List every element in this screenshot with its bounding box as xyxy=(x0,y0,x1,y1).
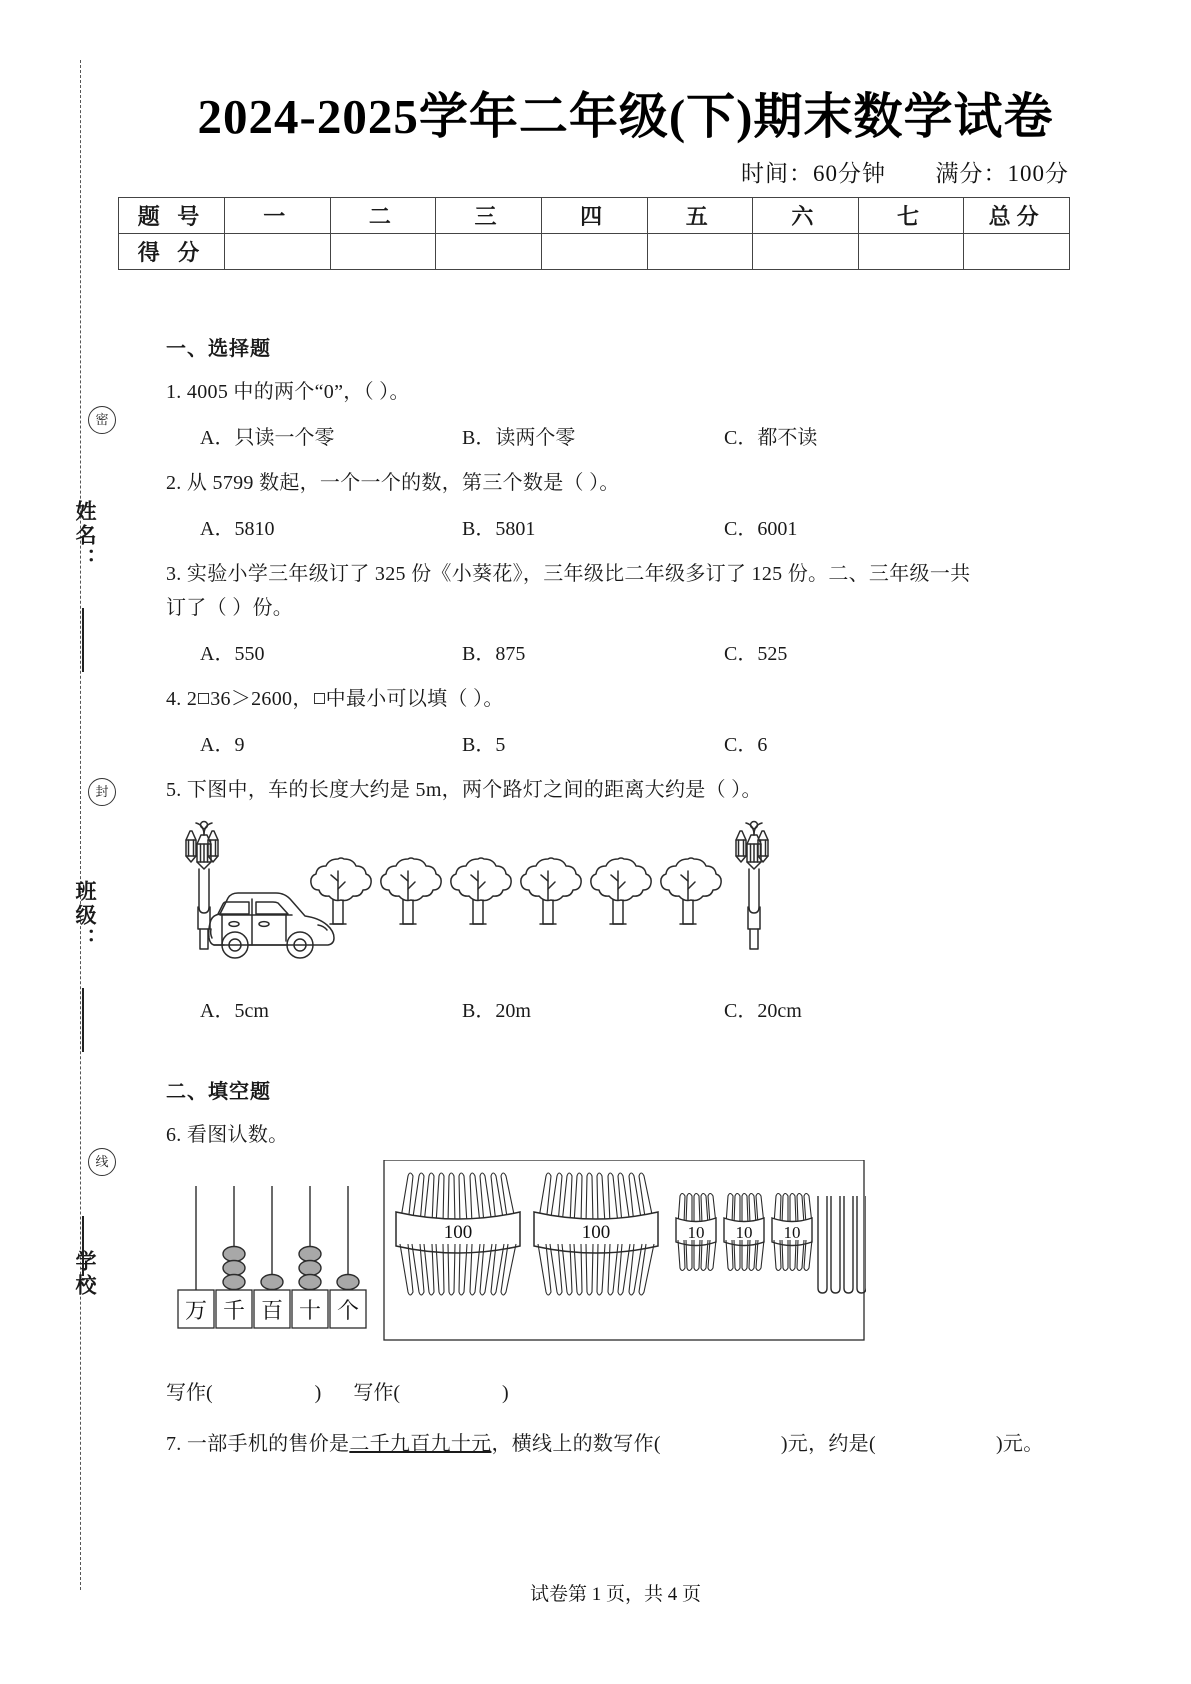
question-1-options xyxy=(166,421,1046,450)
question-4-text-post: 中最小可以填（ ）。 xyxy=(325,688,504,710)
exam-time: 时间：60分钟 xyxy=(741,161,886,186)
seal-label-school: 学校 xyxy=(73,1250,97,1298)
tree-6 xyxy=(661,858,721,924)
question-7-text-d: )元。 xyxy=(995,1433,1044,1455)
bundle-label-100: 100 xyxy=(581,1222,611,1243)
blank-box-icon-2 xyxy=(314,693,325,704)
question-3-text: 实验小学三年级订了 325 份《小葵花》，三年级比二年级多订了 125 份。二、三年级一共 xyxy=(186,563,971,585)
bead xyxy=(223,1247,245,1262)
question-6-write-close-2: ) xyxy=(502,1382,509,1404)
question-5-number: 5. xyxy=(166,779,182,801)
bundle-label-10: 10 xyxy=(783,1223,801,1242)
abacus-and-bundles-svg xyxy=(166,1160,866,1365)
question-6-text: 看图认数。 xyxy=(186,1124,289,1146)
score-cell-4[interactable] xyxy=(541,234,647,270)
abacus-label-ge: 个 xyxy=(336,1298,360,1323)
score-table-q7: 七 xyxy=(858,198,964,234)
score-cell-2[interactable] xyxy=(330,234,436,270)
tree-5 xyxy=(591,858,651,924)
score-cell-total[interactable] xyxy=(964,234,1070,270)
street-scene-svg xyxy=(166,815,806,990)
question-3-option-a[interactable]: A．550 xyxy=(200,643,265,665)
question-3-number: 3. xyxy=(166,563,182,585)
bead xyxy=(223,1261,245,1276)
score-table-q3: 三 xyxy=(436,198,542,234)
question-1-option-a[interactable]: A．只读一个零 xyxy=(200,427,335,449)
page-footer: 试卷第 1 页，共 4 页 xyxy=(529,1584,701,1605)
seal-char-mi: 密 xyxy=(88,406,116,434)
question-1-option-b[interactable]: B．读两个零 xyxy=(462,427,576,449)
bead xyxy=(337,1275,359,1290)
bead xyxy=(299,1275,321,1290)
seal-label-class: 班级： xyxy=(73,880,97,952)
question-6-illustration xyxy=(166,1160,1046,1370)
abacus-label-qian: 千 xyxy=(222,1298,246,1323)
score-table-label-score: 得 分 xyxy=(119,234,225,270)
score-table-total: 总分 xyxy=(964,198,1070,234)
question-7-text-b: ，横线上的数写作( xyxy=(491,1433,661,1455)
question-2-option-b[interactable]: B．5801 xyxy=(462,518,536,540)
section-heading-1: 一、选择题 xyxy=(166,338,271,360)
question-4-option-a[interactable]: A．9 xyxy=(200,734,245,756)
seal-rule-name xyxy=(82,608,84,672)
tree-2 xyxy=(381,858,441,924)
abacus xyxy=(178,1186,366,1328)
question-2-option-c[interactable]: C．6001 xyxy=(724,518,798,540)
score-cell-3[interactable] xyxy=(436,234,542,270)
street-lamp-left xyxy=(186,822,218,950)
score-cell-1[interactable] xyxy=(225,234,331,270)
abacus-label-wan: 万 xyxy=(184,1298,208,1323)
question-5-text: 下图中，车的长度大约是 5m，两个路灯之间的距离大约是（ ）。 xyxy=(186,779,762,801)
exam-fullscore: 满分：100分 xyxy=(935,161,1069,186)
question-2-options xyxy=(166,512,1046,541)
page-title: 2024-2025学年二年级(下)期末数学试卷 xyxy=(197,89,1054,144)
blank-box-icon xyxy=(198,693,209,704)
seal-char-xian: 线 xyxy=(88,1148,116,1176)
question-5 xyxy=(166,773,1046,807)
score-table-q6: 六 xyxy=(753,198,859,234)
score-table-score-row xyxy=(119,234,1070,270)
question-5-option-a[interactable]: A．5cm xyxy=(200,1000,269,1022)
question-7-text-a: 一部手机的售价是 xyxy=(186,1433,350,1455)
question-7-underlined-number: 二千九百九十元 xyxy=(349,1433,492,1455)
question-1-number: 1. xyxy=(166,381,182,403)
question-6-write-label-2: 写作( xyxy=(353,1382,401,1404)
score-table-label-question: 题 号 xyxy=(119,198,225,234)
tree-1 xyxy=(311,858,371,924)
question-1 xyxy=(166,375,1046,409)
score-table-header-row xyxy=(119,198,1070,234)
bead xyxy=(299,1261,321,1276)
seal-label-name: 姓名： xyxy=(73,500,97,572)
question-5-options xyxy=(166,994,1046,1023)
question-4-options xyxy=(166,728,1046,757)
bead xyxy=(261,1275,283,1290)
score-cell-7[interactable] xyxy=(858,234,964,270)
question-6-write-label-1: 写作( xyxy=(166,1382,213,1404)
bundle-label-10: 10 xyxy=(687,1223,705,1242)
question-6-number: 6. xyxy=(166,1124,182,1146)
question-2-number: 2. xyxy=(166,472,182,494)
question-4-number: 4. xyxy=(166,688,182,710)
question-4-text-pre: 2 xyxy=(186,688,198,710)
question-5-option-c[interactable]: C．20cm xyxy=(724,1000,802,1022)
question-3-option-c[interactable]: C．525 xyxy=(724,643,788,665)
score-cell-5[interactable] xyxy=(647,234,753,270)
seal-rule-school xyxy=(82,1216,84,1276)
score-table-q2: 二 xyxy=(330,198,436,234)
seal-char-feng: 封 xyxy=(88,778,116,806)
abacus-label-shi: 十 xyxy=(298,1298,322,1323)
question-4 xyxy=(166,682,1046,716)
question-6-write-row xyxy=(166,1376,1046,1405)
seal-rule-class xyxy=(82,988,84,1052)
bundle-label-10: 10 xyxy=(735,1223,753,1242)
score-table-q1: 一 xyxy=(225,198,331,234)
bundle-label-100: 100 xyxy=(443,1222,473,1243)
question-4-option-c[interactable]: C．6 xyxy=(724,734,768,756)
question-3-options xyxy=(166,637,1046,666)
tree-3 xyxy=(451,858,511,924)
score-table-q5: 五 xyxy=(647,198,753,234)
score-cell-6[interactable] xyxy=(753,234,859,270)
question-7-number: 7. xyxy=(166,1433,182,1455)
exam-meta xyxy=(741,155,1069,188)
question-5-option-b[interactable]: B．20m xyxy=(462,1000,531,1022)
question-2-text: 从 5799 数起，一个一个的数，第三个数是（ ）。 xyxy=(186,472,620,494)
abacus-label-bai: 百 xyxy=(260,1298,284,1323)
question-6-write-close-1: ) xyxy=(314,1382,322,1404)
question-3-text-line2: 订了（ ）份。 xyxy=(166,597,294,619)
question-3-option-b[interactable]: B．875 xyxy=(462,643,526,665)
seal-column xyxy=(30,370,109,1420)
question-2-option-a[interactable]: A．5810 xyxy=(200,518,275,540)
question-6 xyxy=(166,1118,1046,1152)
question-2 xyxy=(166,466,1046,500)
question-7 xyxy=(166,1427,1046,1461)
question-3 xyxy=(166,557,1046,625)
score-table-q4: 四 xyxy=(541,198,647,234)
score-table xyxy=(118,197,1070,270)
bead xyxy=(223,1275,245,1290)
question-4-text-mid: 36＞2600， xyxy=(210,688,313,710)
question-5-illustration xyxy=(166,815,1046,990)
tree-4 xyxy=(521,858,581,924)
question-1-text: 4005 中的两个“0”，（ ）。 xyxy=(186,381,410,403)
question-4-option-b[interactable]: B．5 xyxy=(462,734,506,756)
bead xyxy=(299,1247,321,1262)
section-heading-2: 二、填空题 xyxy=(166,1081,271,1103)
bundles-box xyxy=(384,1160,866,1340)
question-1-option-c[interactable]: C．都不读 xyxy=(724,427,818,449)
exam-body xyxy=(166,332,1046,1469)
question-7-text-c: )元，约是( xyxy=(780,1433,876,1455)
street-lamp-right xyxy=(736,822,768,950)
car xyxy=(209,893,334,958)
